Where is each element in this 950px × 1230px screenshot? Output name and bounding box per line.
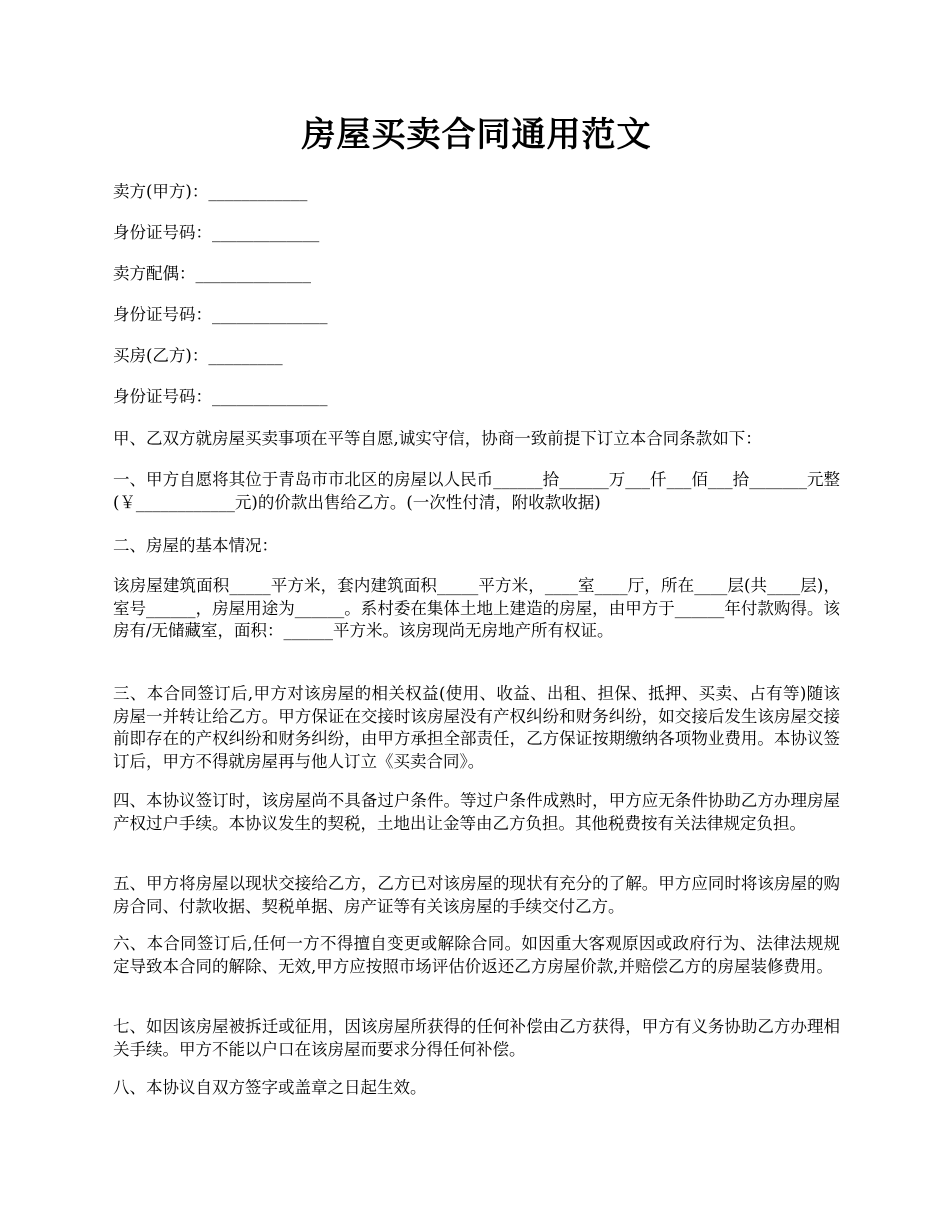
clause-5-paragraph: 五、甲方将房屋以现状交接给乙方，乙方已对该房屋的现状有充分的了解。甲方应同时将该房屋的购房合同、付款收据、契税单据、房产证等有关该房屋的手续交付乙方。 xyxy=(113,874,840,916)
document-title: 房屋买卖合同通用范文 xyxy=(301,115,652,155)
clause-1-paragraph: 一、甲方自愿将其位于青岛市市北区的房屋以人民币______拾______万___仟___佰___拾_______元整(￥____________元)的价款出售给乙方。(一次性付清，附收款收据) xyxy=(113,470,840,512)
seller-spouse-field: 卖方配偶：______________ xyxy=(113,264,311,283)
clause-3-paragraph: 三、本合同签订后,甲方对该房屋的相关权益(使用、收益、出租、担保、抵押、买卖、占有等)随该房屋一并转让给乙方。甲方保证在交接时该房屋没有产权纠纷和财务纠纷，如交接后发生该房屋交接前即存在的产权纠纷和财务纠纷，由甲方承担全部责任，乙方保证按期缴纳各项物业费用。本协议签订后，甲方不得就房屋再与他人订立《买卖合同》。 xyxy=(113,684,840,771)
seller-spouse-id-field: 身份证号码：______________ xyxy=(113,305,328,324)
seller-field: 卖方(甲方)：____________ xyxy=(113,182,308,201)
seller-id-field: 身份证号码：_____________ xyxy=(113,223,320,242)
property-details-paragraph: 该房屋建筑面积_____平方米，套内建筑面积_____平方米，____室____厅，所在____层(共____层)，室号______，房屋用途为______。系村委在集体土地上建造的房屋，由甲方于______年付款购得。该房有/无储藏室，面积：______平方米。该房现尚无房地产所有权证。 xyxy=(113,576,840,640)
buyer-field: 买房(乙方)：_________ xyxy=(113,346,283,365)
clause-2-heading: 二、房屋的基本情况： xyxy=(113,536,278,555)
clause-7-paragraph: 七、如因该房屋被拆迁或征用，因该房屋所获得的任何补偿由乙方获得，甲方有义务协助乙方办理相关手续。甲方不能以户口在该房屋而要求分得任何补偿。 xyxy=(113,1017,840,1059)
clause-6-paragraph: 六、本合同签订后,任何一方不得擅自变更或解除合同。如因重大客观原因或政府行为、法律法规规定导致本合同的解除、无效,甲方应按照市场评估价返还乙方房屋价款,并赔偿乙方的房屋装修费用。 xyxy=(113,934,840,976)
preamble-paragraph: 甲、乙双方就房屋买卖事项在平等自愿,诚实守信，协商一致前提下订立本合同条款如下： xyxy=(113,429,762,448)
buyer-id-field: 身份证号码：______________ xyxy=(113,387,328,406)
clause-4-paragraph: 四、本协议签订时，该房屋尚不具备过户条件。等过户条件成熟时，甲方应无条件协助乙方办理房屋产权过户手续。本协议发生的契税，土地出让金等由乙方负担。其他税费按有关法律规定负担。 xyxy=(113,791,840,833)
clause-8-paragraph: 八、本协议自双方签字或盖章之日起生效。 xyxy=(113,1078,427,1097)
